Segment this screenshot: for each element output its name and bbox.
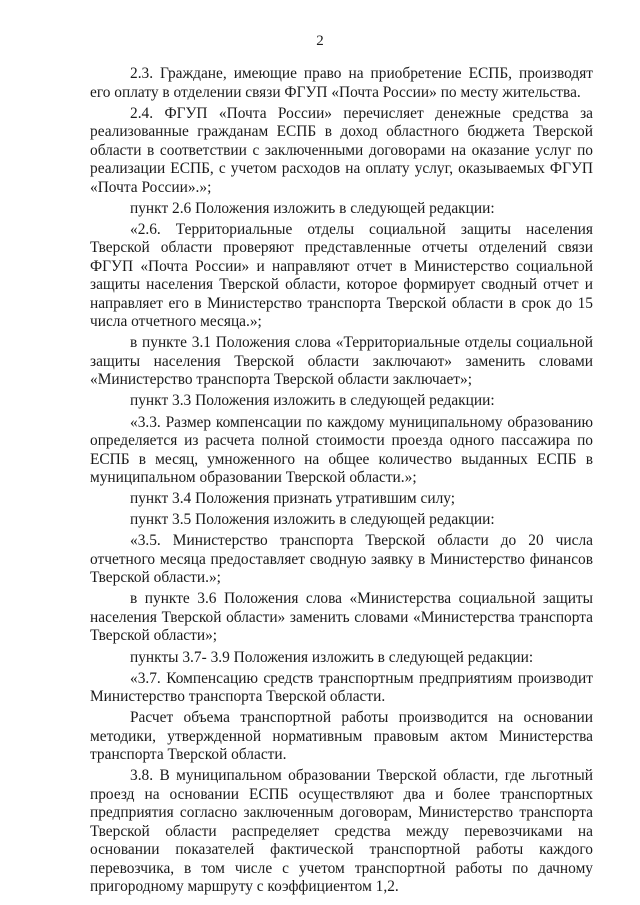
paragraph-2-6: «2.6. Территориальные отделы социальной защиты населения Тверской области проверяют представленные отчеты отделений связи ФГУП «Почта России» и направляют отчет в Министерство социальной защиты населения Тверской области, которое формирует сводный отчет и направляет его в Министерство транспорта Тверской области в срок до 15 числа отчетного месяца.»; (90, 220, 593, 331)
paragraph-amend-3-4: пункт 3.4 Положения признать утратившим силу; (130, 490, 456, 508)
paragraph-3-8: 3.8. В муниципальном образовании Тверской области, где льготный проезд на основании ЕСПБ осуществляют два и более транспортных предприятия согласно заключенным договорам, Министерство транспорта Тверской области распределяет средства между перевозчиками на основании показателей фактической транспортной работы каждого перевозчика, в том числе с учетом транспортной работы по дачному пригородному маршруту с коэффициентом 1,2. (90, 767, 593, 896)
paragraph-2-4: 2.4. ФГУП «Почта России» перечисляет денежные средства за реализованные гражданам ЕСПБ в доход областного бюджета Тверской области в соответствии с заключенными договорами на оказание услуг по реализации ЕСПБ, с учетом расходов на оплату услуг, оказываемых ФГУП «Почта России».»; (90, 104, 593, 196)
paragraph-amend-3-7-3-9: пункты 3.7- 3.9 Положения изложить в следующей редакции: (130, 648, 534, 666)
paragraph-amend-3-5: пункт 3.5 Положения изложить в следующей редакции: (130, 511, 495, 529)
paragraph-amend-2-6: пункт 2.6 Положения изложить в следующей редакции: (130, 199, 495, 217)
page-number: 2 (316, 33, 324, 49)
paragraph-2-3: 2.3. Граждане, имеющие право на приобретение ЕСПБ, производят его оплату в отделении связи ФГУП «Почта России» по месту жительства. (90, 65, 593, 101)
paragraph-calculation: Расчет объема транспортной работы производится на основании методики, утвержденной нормативным правовым актом Министерства транспорта Тверской области. (90, 709, 593, 764)
paragraph-3-3: «3.3. Размер компенсации по каждому муниципальному образованию определяется из расчета полной стоимости проезда одного пассажира по ЕСПБ в месяц, умноженного на общее количество выданных ЕСПБ в муниципальном образовании Тверской области.»; (90, 413, 593, 487)
paragraph-3-5: «3.5. Министерство транспорта Тверской области до 20 числа отчетного месяца предоставляет сводную заявку в Министерство финансов Тверской области.»; (90, 532, 593, 587)
document-body (90, 65, 593, 899)
paragraph-amend-3-6: в пункте 3.6 Положения слова «Министерства социальной защиты населения Тверской области» заменить словами «Министерства транспорта Тверской области»; (90, 590, 593, 645)
paragraph-3-7: «3.7. Компенсацию средств транспортным предприятиям производит Министерство транспорта Тверской области. (90, 669, 593, 706)
paragraph-amend-3-1: в пункте 3.1 Положения слова «Территориальные отделы социальной защиты населения Тверской области заключают» заменить словами «Министерство транспорта Тверской области заключает»; (90, 334, 593, 389)
paragraph-amend-3-3: пункт 3.3 Положения изложить в следующей редакции: (130, 392, 495, 410)
